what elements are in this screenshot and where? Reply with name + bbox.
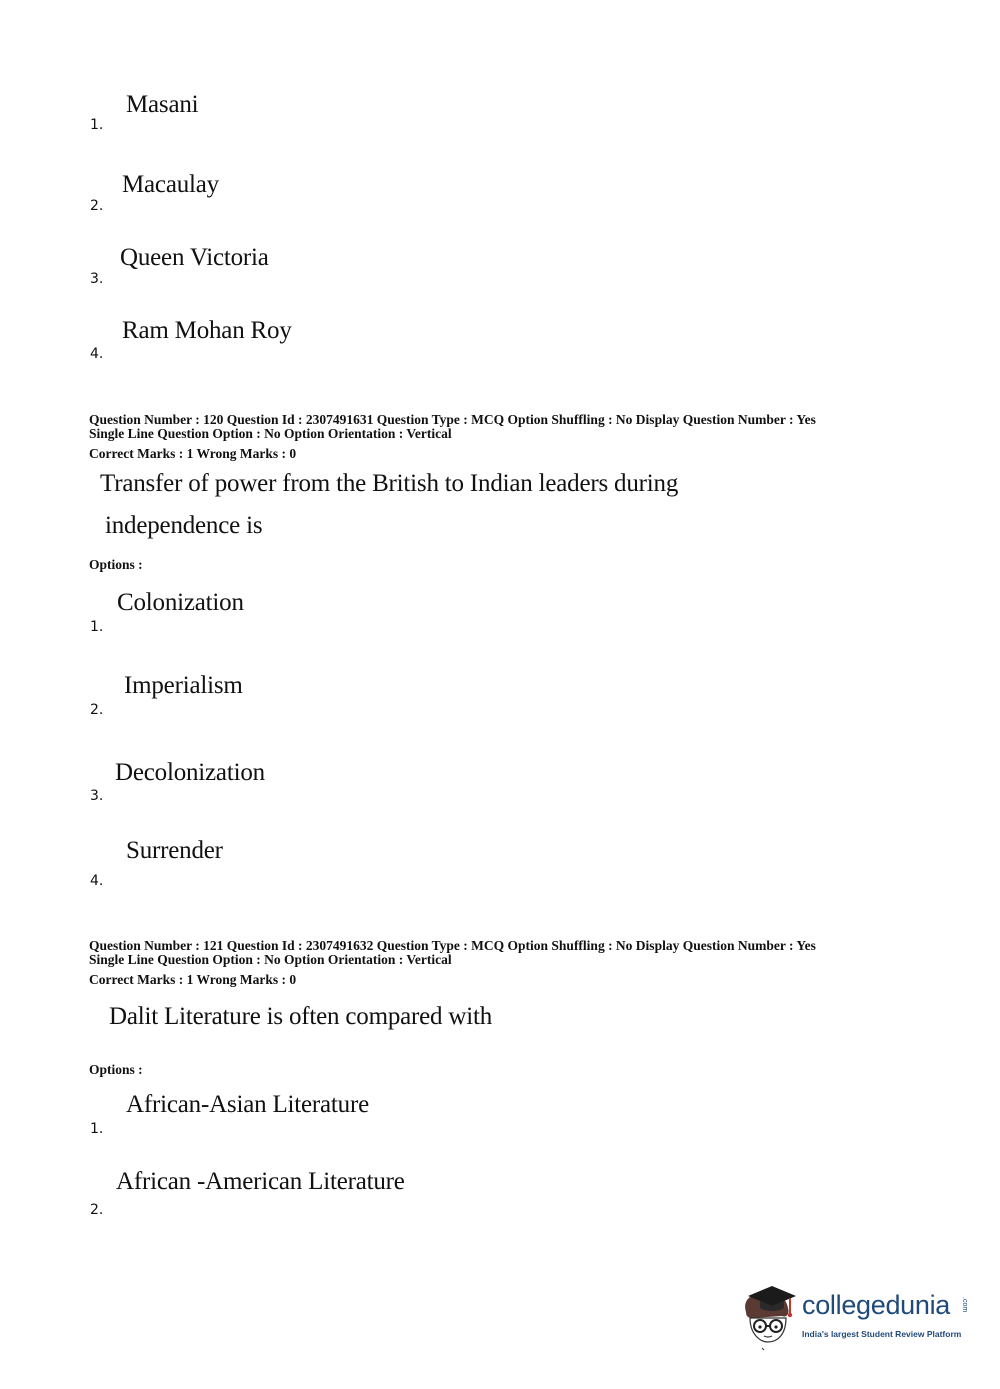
option-number: 4. [90,346,104,362]
question-text: Dalit Literature is often compared with [109,1003,493,1030]
question-text: independence is [105,512,263,539]
option-number: 2. [90,702,104,718]
option-text: Ram Mohan Roy [122,317,292,344]
graduate-cap-face-icon [738,1282,800,1352]
option-number: 1. [90,117,104,133]
option-text: African-Asian Literature [126,1091,369,1118]
option-number: 4. [90,873,104,889]
logo-wordmark: collegedunia [802,1290,951,1320]
option-number: 3. [90,788,104,804]
collegedunia-logo [738,1282,978,1352]
option-text: Macaulay [122,171,219,198]
option-text: African -American Literature [116,1168,405,1195]
option-text: Surrender [126,837,223,864]
options-label: Options : [89,1062,143,1077]
option-text: Colonization [117,589,244,616]
option-number: 3. [90,271,104,287]
option-number: 1. [90,1121,104,1137]
question-marks-line: Correct Marks : 1 Wrong Marks : 0 [89,972,297,987]
question-text: Transfer of power from the British to Indian leaders during [100,470,679,497]
option-text: Queen Victoria [120,244,269,271]
question-meta-line: Question Number : 120 Question Id : 2307491631 Question Type : MCQ Option Shuffling : No Display Question Number : Yes [89,412,816,427]
logo-suffix: .com [961,1297,968,1313]
option-number: 2. [90,1202,104,1218]
option-text: Decolonization [115,759,265,786]
options-label: Options : [89,557,143,572]
question-meta-line: Single Line Question Option : No Option Orientation : Vertical [89,952,452,967]
option-text: Masani [126,91,199,118]
logo-tagline: India's largest Student Review Platform [802,1329,962,1339]
option-number: 1. [90,619,104,635]
question-meta-line: Single Line Question Option : No Option Orientation : Vertical [89,426,452,441]
question-marks-line: Correct Marks : 1 Wrong Marks : 0 [89,446,297,461]
question-meta-line: Question Number : 121 Question Id : 2307491632 Question Type : MCQ Option Shuffling : No Display Question Number : Yes [89,938,816,953]
option-text: Imperialism [124,672,243,699]
option-number: 2. [90,198,104,214]
